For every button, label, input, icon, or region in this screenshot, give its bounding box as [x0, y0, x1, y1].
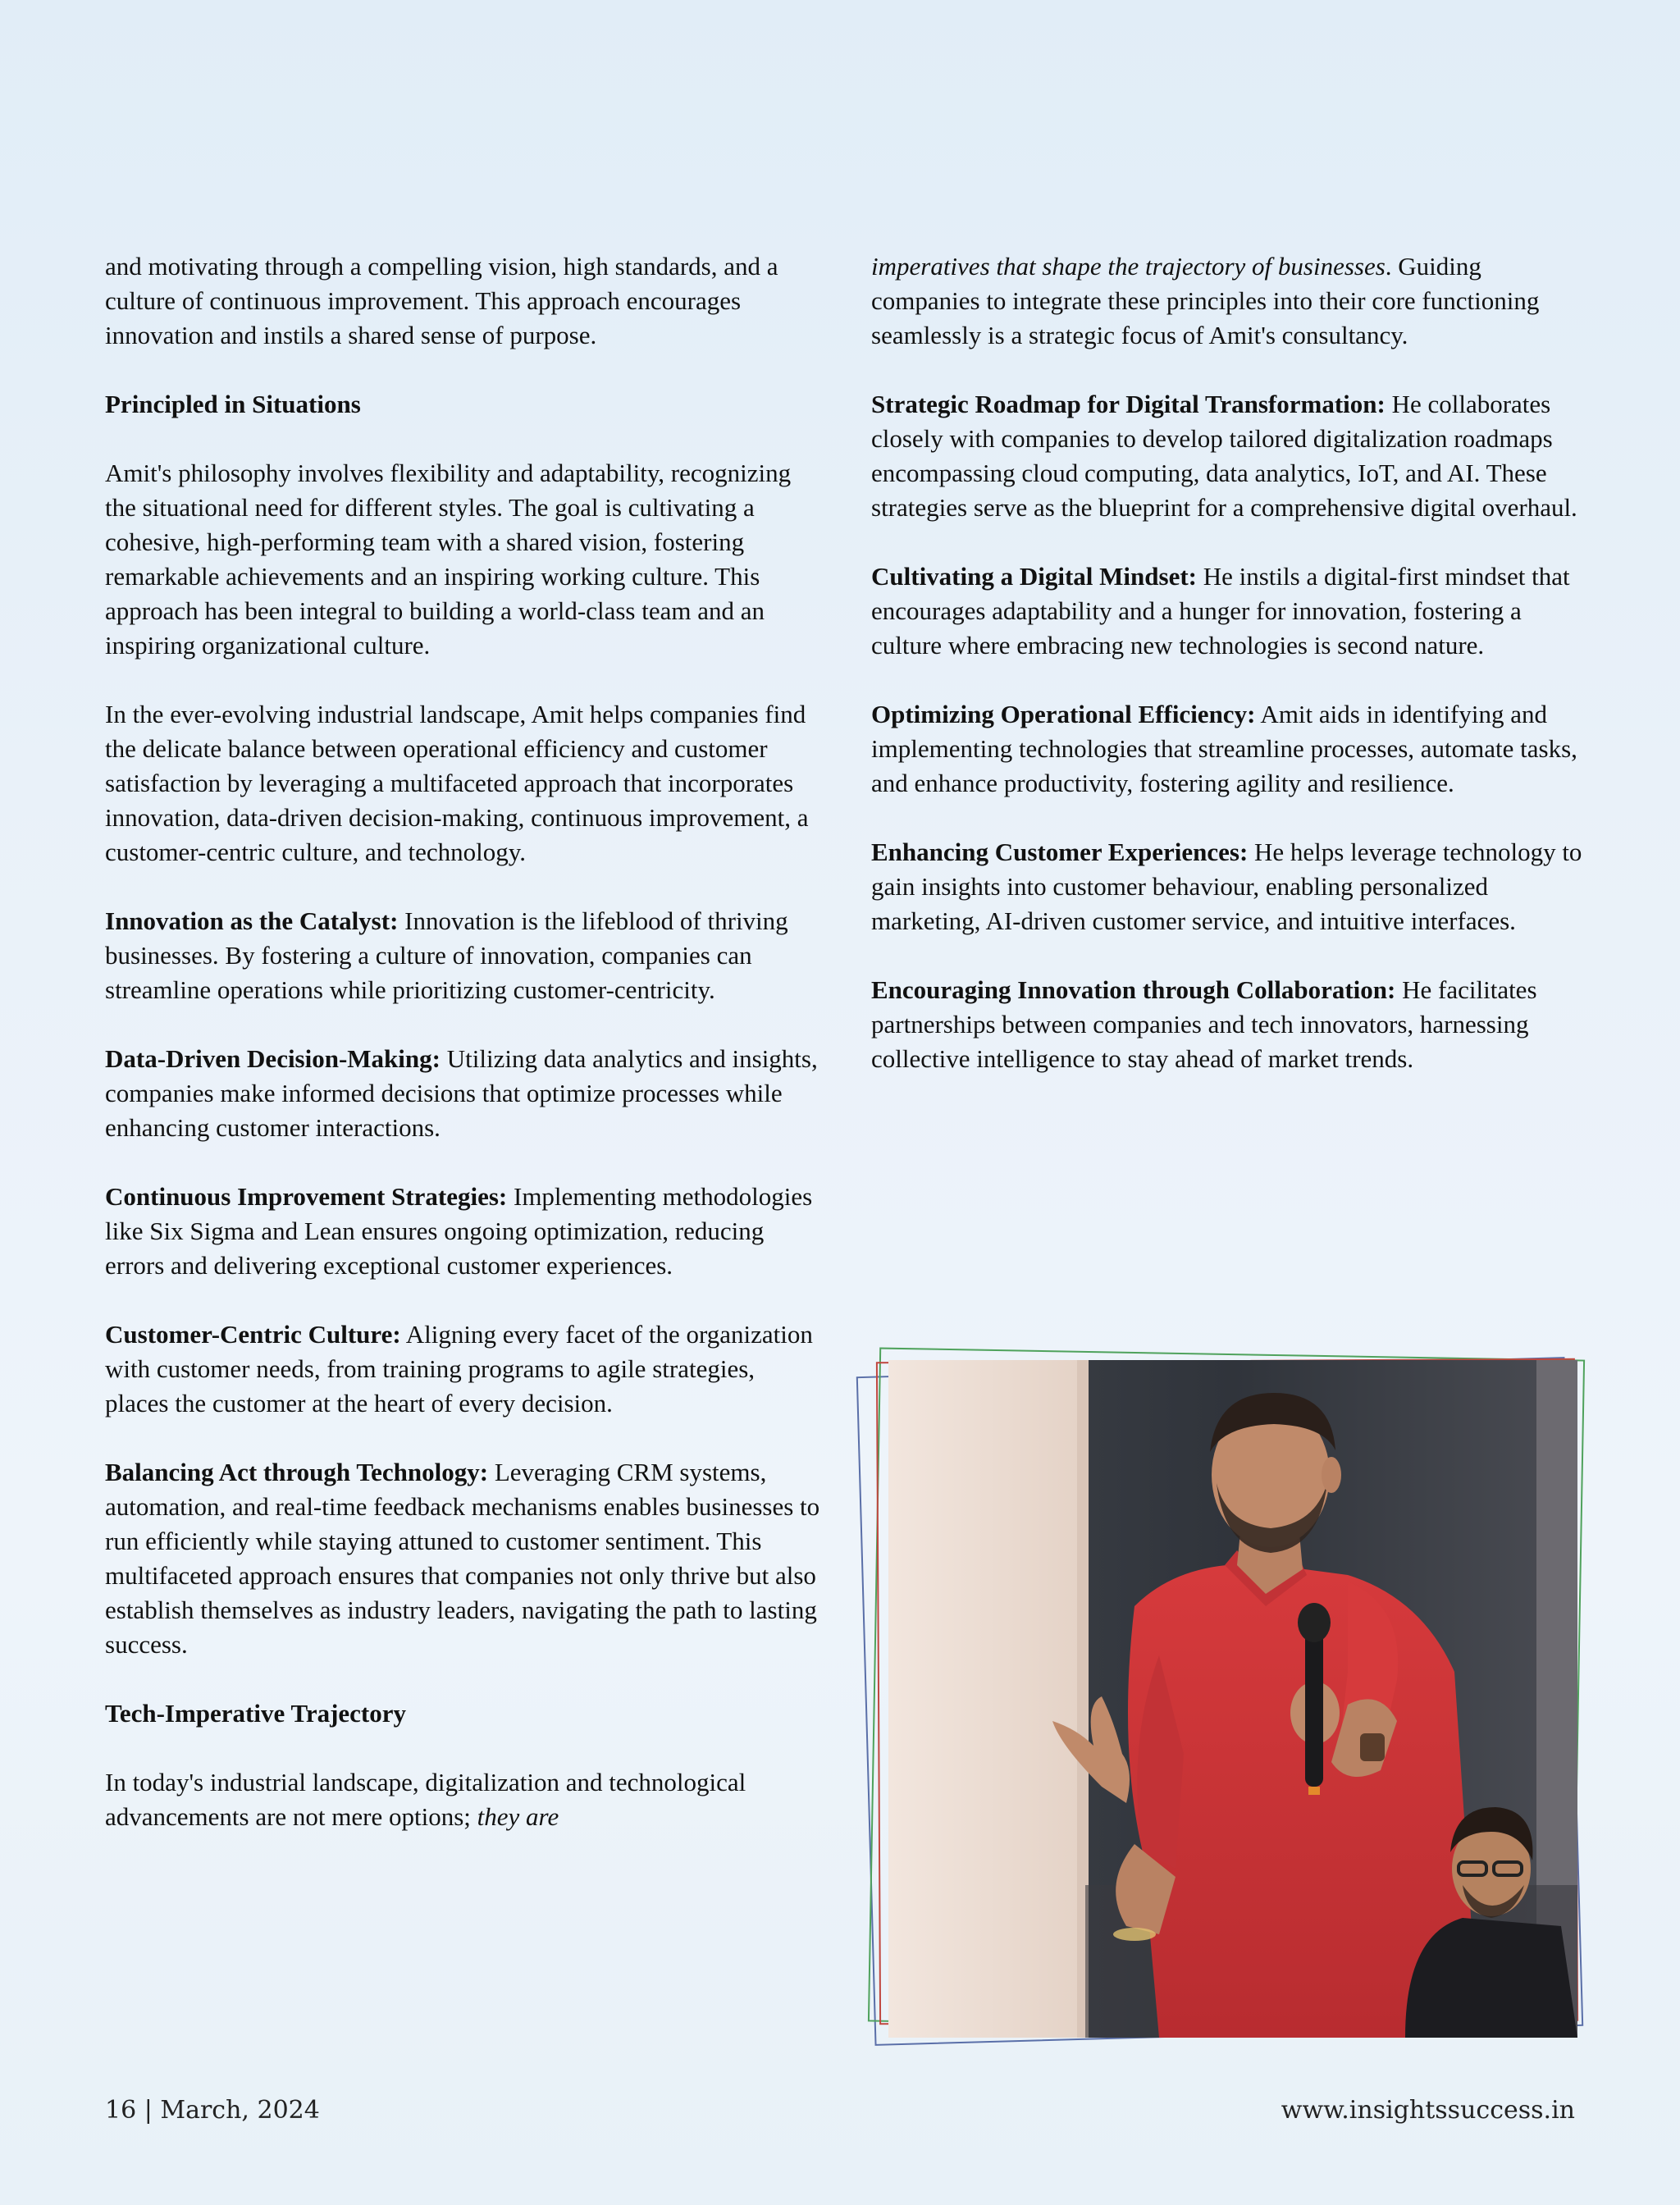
list-item: [105, 1317, 820, 1421]
paragraph: Amit's philosophy involves flexibility and adaptability, recognizing the situational need for different styles. The goal is cultivating a cohesive, high-performing team with a shared vision, fostering remarkable achievements and an inspiring working culture. This approach has been integral to building a world-class team and an inspiring organizational culture.: [105, 459, 792, 660]
item-label: Continuous Improvement Strategies:: [105, 1182, 508, 1211]
list-item: [105, 1180, 820, 1283]
paragraph-text: In today's industrial landscape, digitalization and technological advancements are not mere options;: [105, 1768, 746, 1831]
left-column: [105, 249, 820, 1834]
item-label: Optimizing Operational Efficiency:: [871, 700, 1256, 728]
list-item: [871, 697, 1593, 801]
item-label: Data-Driven Decision-Making:: [105, 1044, 441, 1073]
item-label: Encouraging Innovation through Collaboration:: [871, 975, 1396, 1004]
item-text: Utilizing data analytics and insights, companies make informed decisions that optimize processes while enhancing customer interactions.: [105, 1044, 818, 1142]
item-text: Implementing methodologies like Six Sigma and Lean ensures ongoing optimization, reducing errors and delivering exceptional customer experiences.: [105, 1182, 813, 1280]
italic-text: imperatives that shape the trajectory of businesses: [871, 252, 1386, 281]
list-item: [871, 973, 1593, 1076]
item-text: Leveraging CRM systems, automation, and real-time feedback mechanisms enables businesses to run efficiently while staying attuned to customer sentiment. This multifaceted approach ensures that companies not only thrive but also establish themselves as industry leaders, navigating the path to lasting success.: [105, 1458, 820, 1659]
item-text: Amit aids in identifying and implementing technologies that streamline processes, automate tasks, and enhance productivity, fostering agility and resilience.: [871, 700, 1577, 797]
paragraph: [871, 249, 1593, 353]
speaker-photo: [888, 1360, 1577, 2038]
item-label: Balancing Act through Technology:: [105, 1458, 489, 1486]
item-text: Aligning every facet of the organization with customer needs, from training programs to agile strategies, places the customer at the heart of every decision.: [105, 1320, 813, 1418]
item-text: He facilitates partnerships between companies and tech innovators, harnessing collective intelligence to stay ahead of market trends.: [871, 975, 1537, 1073]
item-text: He collaborates closely with companies to develop tailored digitalization roadmaps encompassing cloud computing, data analytics, IoT, and AI. These strategies serve as the blueprint for a comprehensive digital overhaul.: [871, 390, 1577, 522]
list-item: [105, 904, 820, 1007]
paragraph: [105, 1765, 820, 1834]
item-text: He helps leverage technology to gain insights into customer behaviour, enabling personalized marketing, AI-driven customer service, and intuitive interfaces.: [871, 838, 1582, 935]
website-url: www.insightssuccess.in: [1281, 2096, 1575, 2125]
list-item: [871, 559, 1593, 663]
item-text: He instils a digital-first mindset that encourages adaptability and a hunger for innovation, fostering a culture where embracing new technologies is second nature.: [871, 562, 1570, 660]
list-item: [871, 387, 1593, 525]
right-column: [871, 249, 1593, 1076]
item-label: Cultivating a Digital Mindset:: [871, 562, 1197, 591]
section-heading-principled: Principled in Situations: [105, 390, 361, 418]
item-text: Innovation is the lifeblood of thriving businesses. By fostering a culture of innovation, companies can streamline operations while prioritizing customer-centricity.: [105, 906, 788, 1004]
paragraph: In the ever-evolving industrial landscape, Amit helps companies find the delicate balance between operational efficiency and customer satisfaction by leveraging a multifaceted approach that incorporates innovation, data-driven decision-making, continuous improvement, a customer-centric culture, and technology.: [105, 700, 809, 866]
page-number-date: 16 | March, 2024: [105, 2096, 320, 2125]
item-label: Innovation as the Catalyst:: [105, 906, 399, 935]
paragraph: and motivating through a compelling vision, high standards, and a culture of continuous improvement. This approach encourages innovation and instils a shared sense of purpose.: [105, 252, 778, 349]
speaker-photo-frame: [853, 1337, 1591, 2051]
item-label: Enhancing Customer Experiences:: [871, 838, 1249, 866]
item-label: Customer-Centric Culture:: [105, 1320, 401, 1349]
paragraph-text: . Guiding companies to integrate these principles into their core functioning seamlessly is a strategic focus of Amit's consultancy.: [871, 252, 1540, 349]
item-label: Strategic Roadmap for Digital Transformation:: [871, 390, 1386, 418]
list-item: [105, 1042, 820, 1145]
italic-text: they are: [477, 1802, 559, 1831]
section-heading-tech: Tech-Imperative Trajectory: [105, 1699, 407, 1728]
list-item: [871, 835, 1593, 938]
list-item: [105, 1455, 820, 1662]
